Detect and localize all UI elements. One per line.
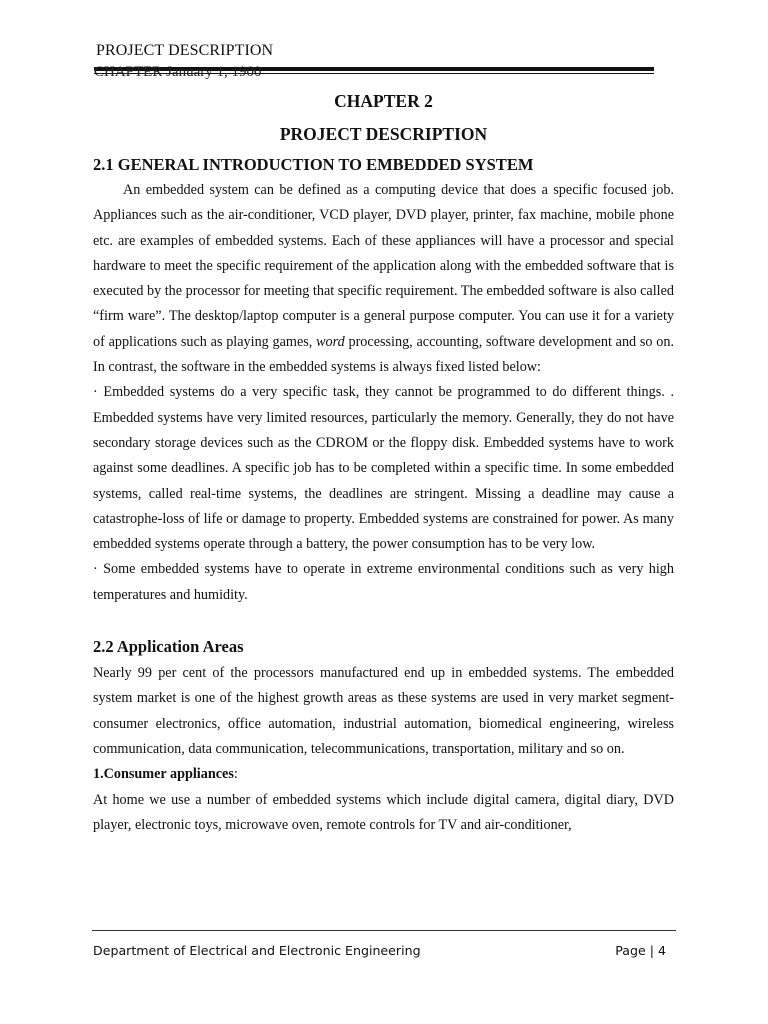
body-text: [93, 86, 674, 838]
footer-department: Department of Electrical and Electronic Engineering: [93, 943, 421, 958]
intro-text-end: processing, accounting, software development and so on. In contrast, the software in the embedded systems is always fixed listed below:: [93, 333, 674, 376]
section-heading-2-1: 2.1 GENERAL INTRODUCTION TO EMBEDDED SYSTEM: [93, 155, 534, 174]
page-footer: [92, 930, 676, 958]
application-areas-paragraph: Nearly 99 per cent of the processors manufactured end up in embedded systems. The embedded system market is one of the highest growth areas as these systems are used in very market segment- consumer electronics, office automation, industrial automation, biomedical engineering, wireless communication, data communication, telecommunications, transportation, military and so on.: [93, 665, 674, 757]
chapter-label: CHAPTER 2: [334, 91, 433, 111]
consumer-appliances-heading: [93, 762, 674, 787]
consumer-appliances-colon: :: [233, 766, 238, 783]
section-heading-2-2: 2.2 Application Areas: [93, 637, 244, 657]
intro-text-italic-word: word: [316, 333, 345, 350]
intro-text-start: An embedded system can be defined as a computing device that does a specific focused job. Appliances such as the air-conditioner, VCD player, DVD player, printer, fax machine, mobile phone etc. are examples of embedded systems. Each of these appliances will have a processor and special hardware to meet the specific requirement of the application along with the embedded software that is executed by the processor for meeting that specific requirement. The embedded software is also called “firm ware”. The desktop/laptop computer is a general purpose computer. You can use it for a variety of applications such as playing games,: [93, 182, 674, 350]
header-running-title: PROJECT DESCRIPTION: [96, 42, 274, 59]
footer-page-number: Page | 4: [615, 943, 666, 958]
intro-paragraph: [93, 178, 674, 380]
section-spacer: [93, 608, 674, 633]
consumer-appliances-paragraph: At home we use a number of embedded systems which include digital camera, digital diary, DVD player, electronic toys, microwave oven, remote controls for TV and air-conditioner,: [93, 791, 674, 833]
bullet-paragraph-2: · Some embedded systems have to operate in extreme environmental conditions such as very high temperatures and humidity.: [93, 561, 674, 603]
consumer-appliances-label: 1.Consumer appliances: [93, 766, 234, 783]
header-chapter-date: CHAPTER January 1, 1900: [94, 64, 262, 80]
bullet-paragraph-1: · Embedded systems do a very specific task, they cannot be programmed to do different things. . Embedded systems have very limited resources, particularly the memory. Generally, they do not have secondary storage devices such as the CDROM or the floppy disk. Embedded systems have to work against some deadlines. A specific job has to be completed within a specific time. In some embedded systems, called real-time systems, the deadlines are stringent. Missing a deadline may cause a catastrophe-loss of life or damage to property. Embedded systems are constrained for power. As many embedded systems operate through a battery, the power consumption has to be very low.: [93, 384, 674, 553]
running-header: [94, 42, 664, 78]
footer-rule: [92, 930, 676, 931]
chapter-title: PROJECT DESCRIPTION: [279, 124, 488, 144]
